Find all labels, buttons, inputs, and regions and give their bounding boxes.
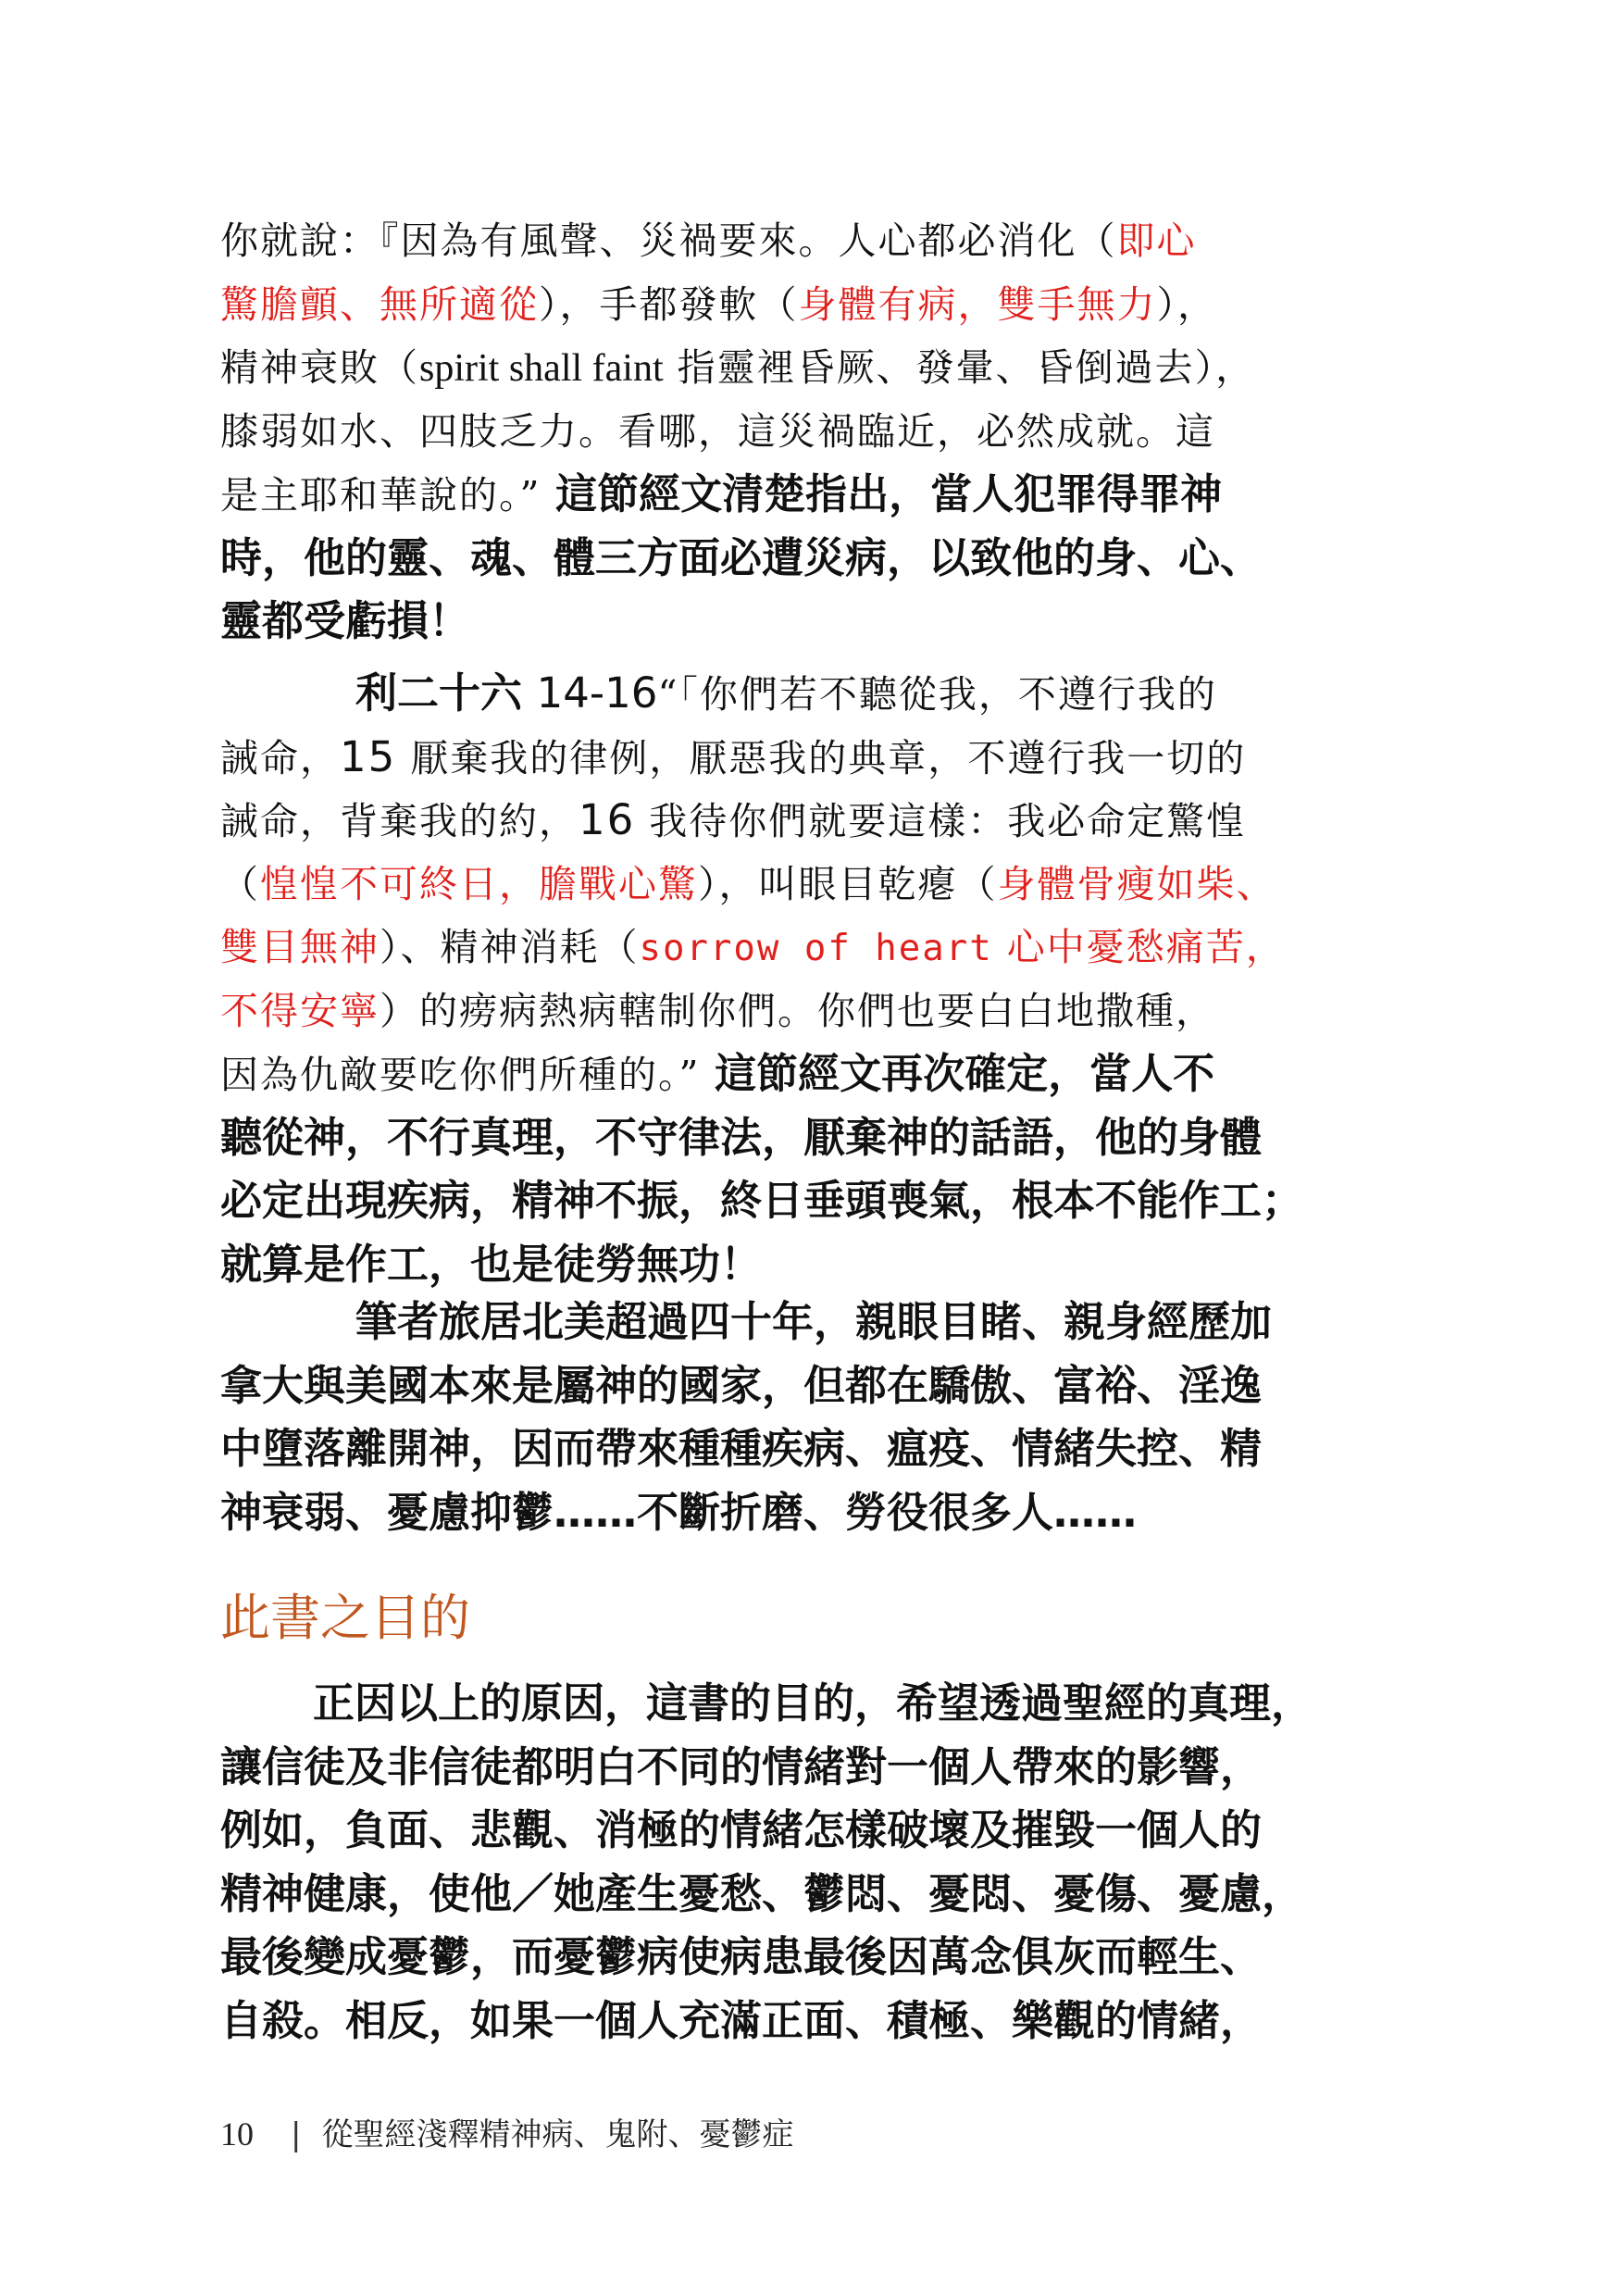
scripture-text: 精神衰敗（ [220,345,419,390]
scripture-text: 誡命， [220,735,340,780]
highlighted-gloss: 身體骨瘦如柴、 [997,861,1276,906]
text-line [220,916,1414,980]
text-line [220,662,1414,726]
book-title: 從聖經淺釋精神病、鬼附、憂鬱症 [321,2116,794,2153]
scripture-text: 我待你們就要這樣：我必命定驚惶 [635,799,1247,843]
text-line [220,1042,1414,1106]
verse-number: 14-16 [536,668,658,718]
scripture-text: ），叫眼目乾瘪（ [698,861,998,906]
page-number: 10 [220,2115,254,2152]
highlighted-gloss: 不得安寧 [220,988,380,1033]
text-line: 精神健康，使他／她產生憂愁、鬱悶、憂悶、憂傷、憂慮， [220,1868,1304,1918]
section-heading: 此書之目的 [220,1589,470,1647]
highlighted-gloss: 惶惶不可終日，膽戰心驚 [260,861,698,906]
text-line: 拿大與美國本來是屬神的國家，但都在驕傲、富裕、淫逸 [220,1360,1263,1410]
highlighted-gloss: 身體有病，雙手無力 [798,281,1157,327]
scripture-text: 是主耶和華說的。” [220,473,541,518]
scripture-text: “「你們若不聽從我，不遵行我的 [657,672,1217,717]
paragraph-2 [220,662,1414,1296]
text-line: 自殺。相反，如果一個人充滿正面、積極、樂觀的情緒， [220,1995,1263,2045]
text-line: 聽從神，不行真理，不守律法，厭棄神的話語，他的身體 [220,1112,1263,1162]
scripture-text: ）的痨病熱病轄制你們。你們也要白白地撒種， [380,988,1215,1033]
text-line [220,463,1414,527]
verse-number: 16 [579,795,636,844]
scripture-text: ）， [1156,281,1217,327]
text-line [220,336,1414,400]
text-line: 就算是作工，也是徒勞無功！ [220,1239,763,1289]
paragraph-4 [220,1672,1414,2053]
commentary-text: 這節經文清楚指出，當人犯罪得罪神 [541,469,1223,518]
page-footer [220,2111,793,2157]
scripture-text: 因為仇敵要吃你們所種的。” [220,1053,701,1097]
text-line: 神衰弱、憂慮抑鬱……不斷折磨、勞役很多人…… [220,1487,1138,1537]
scripture-text: ）、精神消耗（ [380,925,640,969]
highlighted-gloss: 即心 [1116,218,1197,263]
text-line: 例如，負面、悲觀、消極的情緒怎樣破壞及摧毀一個人的 [220,1805,1263,1854]
text-line: 膝弱如水、四肢乏力。看哪，這災禍臨近，必然成就。這 [220,408,1215,454]
verse-reference: 利二十六 [355,668,537,718]
text-line: 時，他的靈、魂、體三方面必遭災病，以致他的身、心、 [220,532,1263,582]
text-line [220,853,1414,917]
footer-divider: | [291,2116,302,2153]
scripture-text: 指靈裡昏厥、發暈、昏倒過去）， [663,345,1256,390]
highlighted-gloss: 驚膽顫、無所適從 [220,281,539,327]
english-gloss: sorrow of heart [639,928,993,969]
paragraph-3 [220,1291,1414,1544]
text-line: 讓信徒及非信徒都明白不同的情緒對一個人帶來的影響， [220,1741,1263,1791]
text-line [220,273,1414,337]
text-line: 必定出現疾病，精神不振，終日垂頭喪氣，根本不能作工； [220,1176,1304,1225]
commentary-text: 這節經文再次確定，當人不 [700,1049,1215,1098]
scripture-text: 你就說：『因為有風聲、災禍要來。人心都必消化（ [220,218,1117,263]
text-line [220,789,1414,853]
scripture-text: 誡命，背棄我的約， [220,799,579,843]
text-line: 最後變成憂鬱，而憂鬱病使病患最後因萬念俱灰而輕生、 [220,1932,1263,1981]
text-line [220,980,1414,1043]
highlighted-gloss: 雙目無神 [220,925,380,969]
text-line: 中墮落離開神，因而帶來種種疾病、瘟疫、情緒失控、精 [220,1424,1263,1473]
text-line [220,726,1414,790]
text-line: 筆者旅居北美超過四十年，親眼目睹、親身經歷加 [355,1297,1273,1346]
scripture-text: （ [220,861,260,906]
paragraph-1 [220,209,1414,654]
text-line: 正因以上的原因，這書的目的，希望透過聖經的真理， [313,1678,1313,1728]
highlighted-gloss: 心中憂愁痛苦， [992,925,1286,969]
scripture-text: 厭棄我的律例，厭惡我的典章，不遵行我一切的 [396,735,1247,780]
text-line: 靈都受虧損！ [220,596,471,645]
english-gloss: spirit shall faint [419,347,664,390]
text-line [220,209,1414,273]
verse-number: 15 [340,731,397,781]
scripture-text: ），手都發軟（ [539,281,799,327]
